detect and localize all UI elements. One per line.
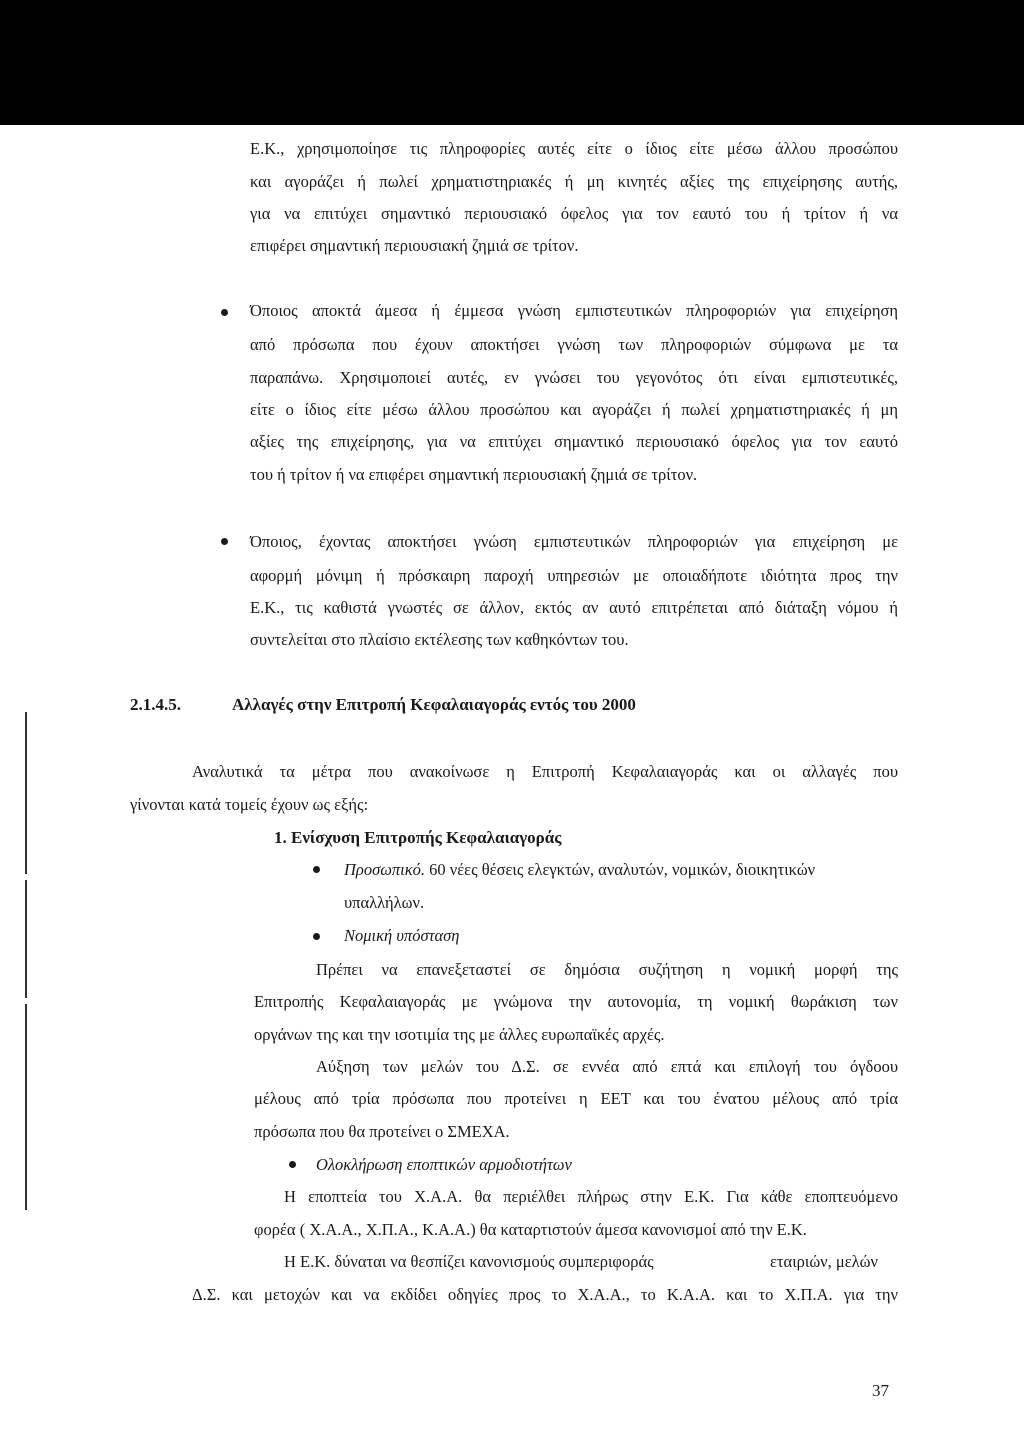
- paragraph-line: επιφέρει σημαντική περιουσιακή ζημιά σε τρίτον.: [250, 236, 579, 255]
- staff-line: υπαλλήλων.: [344, 893, 425, 912]
- legal-line: μέλους από τρία πρόσωπα που προτείνει η ΕΕΤ και του ένατου μέλους από τρία: [254, 1089, 898, 1108]
- paragraph-line: και αγοράζει ή πωλεί χρηματιστηριακές ή μη κινητές αξίες της επιχείρησης αυτής,: [250, 172, 898, 191]
- bullet-line: συντελείται στο πλαίσιο εκτέλεσης των καθηκόντων του.: [250, 630, 629, 649]
- staff-text: 60 νέες θέσεις ελεγκτών, αναλυτών, νομικών, διοικητικών: [425, 860, 816, 879]
- bullet-icon: [313, 933, 320, 940]
- paragraph-line: για να επιτύχει σημαντικό περιουσιακό όφελος για τον εαυτό του ή τρίτον ή να: [250, 204, 898, 223]
- bullet-line: αξίες της επιχείρησης, για να επιτύχει σημαντικό περιουσιακό όφελος για τον εαυτό: [250, 432, 898, 451]
- legal-line: πρόσωπα που θα προτείνει ο ΣΜΕΧΑ.: [254, 1122, 510, 1141]
- legal-line: Αύξηση των μελών του Δ.Σ. σε εννέα από επτά και επιλογή του όγδοου: [316, 1057, 898, 1076]
- bullet-line: Όποιος αποκτά άμεσα ή έμμεσα γνώση εμπιστευτικών πληροφοριών για επιχείρηση: [250, 301, 898, 320]
- subsection-title: 1. Ενίσχυση Επιτροπής Κεφαλαιαγοράς: [274, 828, 562, 847]
- intro-line: γίνονται κατά τομείς έχουν ως εξής:: [130, 795, 369, 814]
- staff-line: [344, 860, 898, 880]
- supervision-line: Η Ε.Κ. δύναται να θεσπίζει κανονισμούς συμπεριφοράς: [284, 1252, 654, 1271]
- margin-rule: [25, 1004, 27, 1210]
- supervision-line: εταιριών, μελών: [770, 1252, 878, 1271]
- legal-line: οργάνων της και την ισοτιμία της με άλλες ευρωπαϊκές αρχές.: [254, 1025, 665, 1044]
- staff-label: Προσωπικό.: [344, 860, 426, 879]
- bullet-icon: [289, 1161, 296, 1168]
- bullet-icon: [313, 866, 320, 873]
- bullet-line: αφορμή μόνιμη ή πρόσκαιρη παροχή υπηρεσιών με οποιαδήποτε ιδιότητα προς την: [250, 566, 898, 585]
- paragraph-line: Ε.Κ., χρησιμοποίησε τις πληροφορίες αυτές είτε ο ίδιος είτε μέσω άλλου προσώπου: [250, 139, 898, 158]
- bullet-line: παραπάνω. Χρησιμοποιεί αυτές, εν γνώσει του γεγονότος ότι είναι εμπιστευτικές,: [250, 368, 898, 387]
- supervision-label: Ολοκλήρωση εποπτικών αρμοδιοτήτων: [316, 1155, 572, 1174]
- page-number: 37: [872, 1381, 889, 1400]
- margin-rule: [25, 880, 27, 998]
- supervision-line: φορέα ( Χ.Α.Α., Χ.Π.Α., Κ.Α.Α.) θα καταρτιστούν άμεσα κανονισμοί από την Ε.Κ.: [254, 1220, 807, 1239]
- bullet-line: Ε.Κ., τις καθιστά γνωστές σε άλλον, εκτός αν αυτό επιτρέπεται από διάταξη νόμου ή: [250, 598, 898, 617]
- bullet-line: Όποιος, έχοντας αποκτήσει γνώση εμπιστευτικών πληροφοριών για επιχείρηση με: [250, 532, 898, 551]
- bullet-line: του ή τρίτον ή να επιφέρει σημαντική περιουσιακή ζημιά σε τρίτον.: [250, 465, 698, 484]
- supervision-line: Η εποπτεία του Χ.Α.Α. θα περιέλθει πλήρως στην Ε.Κ. Για κάθε εποπτευόμενο: [284, 1187, 898, 1206]
- legal-label: Νομική υπόσταση: [344, 926, 460, 945]
- legal-line: Πρέπει να επανεξεταστεί σε δημόσια συζήτηση η νομική μορφή της: [316, 960, 898, 979]
- bullet-icon: [221, 309, 228, 316]
- margin-rule: [25, 712, 27, 874]
- intro-line: Αναλυτικά τα μέτρα που ανακοίνωσε η Επιτροπή Κεφαλαιαγοράς και οι αλλαγές που: [192, 762, 898, 781]
- section-title: Αλλαγές στην Επιτροπή Κεφαλαιαγοράς εντός του 2000: [232, 695, 636, 714]
- bullet-icon: [221, 538, 228, 545]
- bullet-line: είτε ο ίδιος είτε μέσω άλλου προσώπου και αγοράζει ή πωλεί χρηματιστηριακές ή μη: [250, 400, 898, 419]
- legal-line: Επιτροπής Κεφαλαιαγοράς με γνώμονα την αυτονομία, τη νομική θωράκιση των: [254, 992, 898, 1011]
- section-number: 2.1.4.5.: [130, 695, 181, 714]
- bullet-line: από πρόσωπα που έχουν αποκτήσει γνώση των πληροφοριών σύμφωνα με τα: [250, 335, 898, 354]
- supervision-line: Δ.Σ. και μετοχών και να εκδίδει οδηγίες προς το Χ.Α.Α., το Κ.Α.Α. και το Χ.Π.Α. για την: [192, 1285, 898, 1304]
- scan-top-band: [0, 0, 1024, 125]
